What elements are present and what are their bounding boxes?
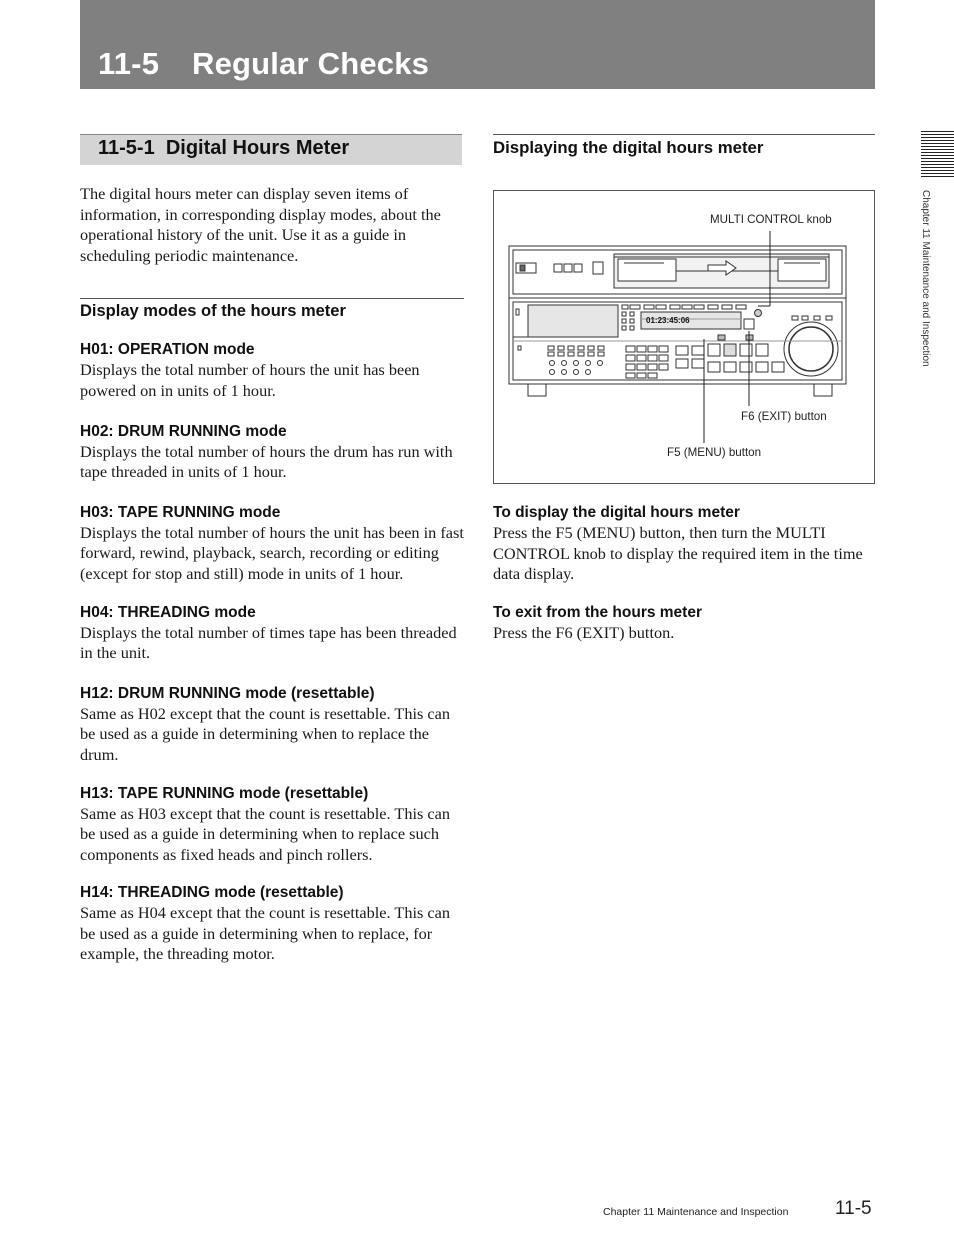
mode-title: H04: THREADING mode [80,603,256,621]
page-title [98,46,429,82]
mode-text: Same as H04 except that the count is resettable. This can be used as a guide in determining when to replace, for example, the threading motor. [80,903,450,964]
right-column [493,134,875,642]
display-procedure-heading: To display the digital hours meter [493,504,740,521]
callout-f6-exit-button: F6 (EXIT) button [741,410,827,423]
modes-heading: Display modes of the hours meter [80,302,346,321]
title-banner [80,0,875,89]
mode-item [80,422,464,483]
displaying-heading: Displaying the digital hours meter [493,138,764,157]
section-number: 11-5 [98,46,160,81]
display-procedure-text: Press the F5 (MENU) button, then turn the MULTI CONTROL knob to display the required item in the time data display. [493,523,863,584]
mode-text: Same as H03 except that the count is resettable. This can be used as a guide in determining when to replace such components as fixed heads and pinch rollers. [80,803,450,864]
mode-title: H13: TAPE RUNNING mode (resettable) [80,784,369,802]
side-chapter-label: Chapter 11 Maintenance and Inspection [920,190,931,367]
subsection-title: Digital Hours Meter [165,137,350,159]
section-title: Regular Checks [192,46,430,81]
left-column [80,184,464,965]
mode-title: H02: DRUM RUNNING mode [80,422,287,440]
timecode-readout: 01:23:45:06 [646,316,690,325]
page-number: 11-5 [835,1198,872,1219]
mode-title: H03: TAPE RUNNING mode [80,503,281,521]
mode-item [80,883,464,965]
subsection-heading-box [80,134,462,165]
display-heading-rule [493,134,875,158]
mode-text: Displays the total number of times tape has been threaded in the unit. [80,622,457,663]
mode-text: Displays the total number of hours the drum has run with tape threaded in units of 1 hour. [80,441,453,482]
device-figure [493,190,875,484]
subsection-heading [98,137,349,160]
mode-text: Displays the total number of hours the unit has been in fast forward, rewind, playback, search, recording or editing (except for stop and still) mode in units of 1 hour. [80,522,464,583]
vtr-front-panel-illustration [494,191,874,483]
intro-paragraph: The digital hours meter can display seven items of information, in corresponding display modes, about the operational history of the unit. Use it as a guide in scheduling periodic maintenance. [80,184,441,265]
mode-item [80,603,464,664]
modes-heading-rule [80,298,464,321]
subsection-number: 11-5-1 [98,137,155,159]
mode-item [80,503,464,585]
callout-f5-menu-button: F5 (MENU) button [667,446,762,459]
footer-chapter-label: Chapter 11 Maintenance and Inspection [603,1206,789,1218]
exit-procedure-heading: To exit from the hours meter [493,603,702,621]
instructions [493,503,877,643]
mode-title: H01: OPERATION mode [80,341,255,359]
mode-text: Same as H02 except that the count is resettable. This can be used as a guide in determining when to replace the drum. [80,703,450,764]
mode-title: H12: DRUM RUNNING mode (resettable) [80,684,375,702]
callout-multi-control-knob: MULTI CONTROL knob [710,213,832,226]
mode-item [80,684,464,766]
mode-title: H14: THREADING mode (resettable) [80,884,344,902]
mode-item [80,784,464,866]
exit-procedure-text: Press the F6 (EXIT) button. [493,622,675,642]
chapter-thumb-tab [921,131,954,179]
mode-text: Displays the total number of hours the unit has been powered on in units of 1 hour. [80,360,420,400]
mode-item [80,340,464,401]
